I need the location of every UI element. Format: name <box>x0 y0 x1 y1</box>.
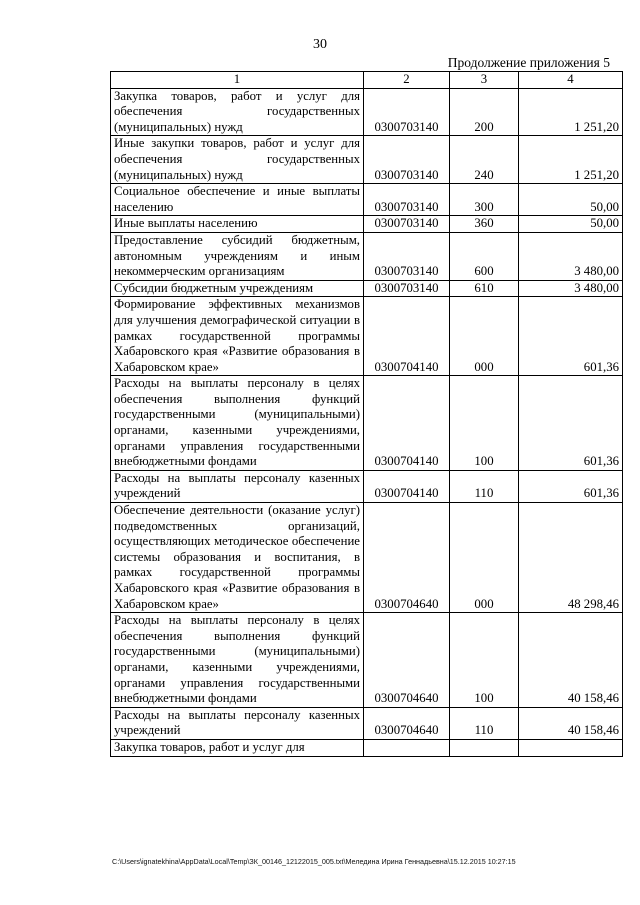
row-type: 000 <box>450 503 519 613</box>
row-type: 110 <box>450 470 519 502</box>
file-path-footer: C:\Users\ignatekhina\AppData\Local\Temp\ЗК_00146_12122015_005.txt\Меледина Ирина Геннадьевна\15.12.2015 10:27:15 <box>112 857 516 866</box>
row-amount <box>519 739 623 756</box>
row-code: 0300703140 <box>364 184 450 216</box>
table-row <box>111 503 623 613</box>
row-amount: 1 251,20 <box>519 88 623 136</box>
row-code: 0300703140 <box>364 232 450 280</box>
row-code: 0300704140 <box>364 470 450 502</box>
table-row <box>111 216 623 233</box>
table-row <box>111 739 623 756</box>
column-header-1: 1 <box>111 72 364 89</box>
row-name: Закупка товаров, работ и услуг для <box>111 739 364 756</box>
table-row <box>111 297 623 376</box>
row-type: 000 <box>450 297 519 376</box>
table-row <box>111 470 623 502</box>
row-code: 0300703140 <box>364 280 450 297</box>
row-amount: 40 158,46 <box>519 707 623 739</box>
row-type: 300 <box>450 184 519 216</box>
table-row <box>111 280 623 297</box>
row-amount: 1 251,20 <box>519 136 623 184</box>
row-type: 240 <box>450 136 519 184</box>
row-type: 610 <box>450 280 519 297</box>
row-code <box>364 739 450 756</box>
table-row <box>111 136 623 184</box>
row-amount: 601,36 <box>519 376 623 471</box>
row-name: Социальное обеспечение и иные выплаты населению <box>111 184 364 216</box>
row-name: Иные выплаты населению <box>111 216 364 233</box>
row-name: Расходы на выплаты персоналу в целях обеспечения выполнения функций государственными (муниципальными) органами, казенными учреждениями, органами управления государственными внебюджетными фондами <box>111 376 364 471</box>
row-type: 600 <box>450 232 519 280</box>
row-code: 0300703140 <box>364 216 450 233</box>
row-name: Формирование эффективных механизмов для улучшения демографической ситуации в рамках государственной программы Хабаровского края «Развитие образования в Хабаровском крае» <box>111 297 364 376</box>
table-row <box>111 707 623 739</box>
row-code: 0300704640 <box>364 613 450 708</box>
table-row <box>111 88 623 136</box>
table-row <box>111 613 623 708</box>
table-header-row <box>111 72 623 89</box>
row-amount: 601,36 <box>519 470 623 502</box>
page-number: 30 <box>313 37 327 52</box>
table-row <box>111 376 623 471</box>
row-type: 200 <box>450 88 519 136</box>
column-header-2: 2 <box>364 72 450 89</box>
row-name: Расходы на выплаты персоналу казенных учреждений <box>111 470 364 502</box>
row-amount: 48 298,46 <box>519 503 623 613</box>
row-code: 0300704140 <box>364 376 450 471</box>
column-header-3: 3 <box>450 72 519 89</box>
row-name: Расходы на выплаты персоналу казенных учреждений <box>111 707 364 739</box>
row-amount: 40 158,46 <box>519 613 623 708</box>
budget-table <box>110 71 623 757</box>
row-name: Иные закупки товаров, работ и услуг для обеспечения государственных (муниципальных) нужд <box>111 136 364 184</box>
table-row <box>111 232 623 280</box>
row-amount: 3 480,00 <box>519 280 623 297</box>
row-amount: 50,00 <box>519 184 623 216</box>
row-amount: 3 480,00 <box>519 232 623 280</box>
row-name: Предоставление субсидий бюджетным, автономным учреждениям и иным некоммерческим организациям <box>111 232 364 280</box>
row-type: 100 <box>450 376 519 471</box>
continuation-label: Продолжение приложения 5 <box>447 55 610 70</box>
row-type: 100 <box>450 613 519 708</box>
row-name: Обеспечение деятельности (оказание услуг) подведомственных организаций, осуществляющих методическое обеспечение системы образования и воспитания, в рамках государственной программы Хабаровского края «Развитие образования в Хабаровском крае» <box>111 503 364 613</box>
row-code: 0300704640 <box>364 707 450 739</box>
row-type: 360 <box>450 216 519 233</box>
row-code: 0300704640 <box>364 503 450 613</box>
column-header-4: 4 <box>519 72 623 89</box>
row-name: Расходы на выплаты персоналу в целях обеспечения выполнения функций государственными (муниципальными) органами, казенными учреждениями, органами управления государственными внебюджетными фондами <box>111 613 364 708</box>
row-code: 0300703140 <box>364 88 450 136</box>
row-name: Субсидии бюджетным учреждениям <box>111 280 364 297</box>
table-row <box>111 184 623 216</box>
row-amount: 50,00 <box>519 216 623 233</box>
row-code: 0300704140 <box>364 297 450 376</box>
row-name: Закупка товаров, работ и услуг для обеспечения государственных (муниципальных) нужд <box>111 88 364 136</box>
row-code: 0300703140 <box>364 136 450 184</box>
row-type: 110 <box>450 707 519 739</box>
row-amount: 601,36 <box>519 297 623 376</box>
row-type <box>450 739 519 756</box>
